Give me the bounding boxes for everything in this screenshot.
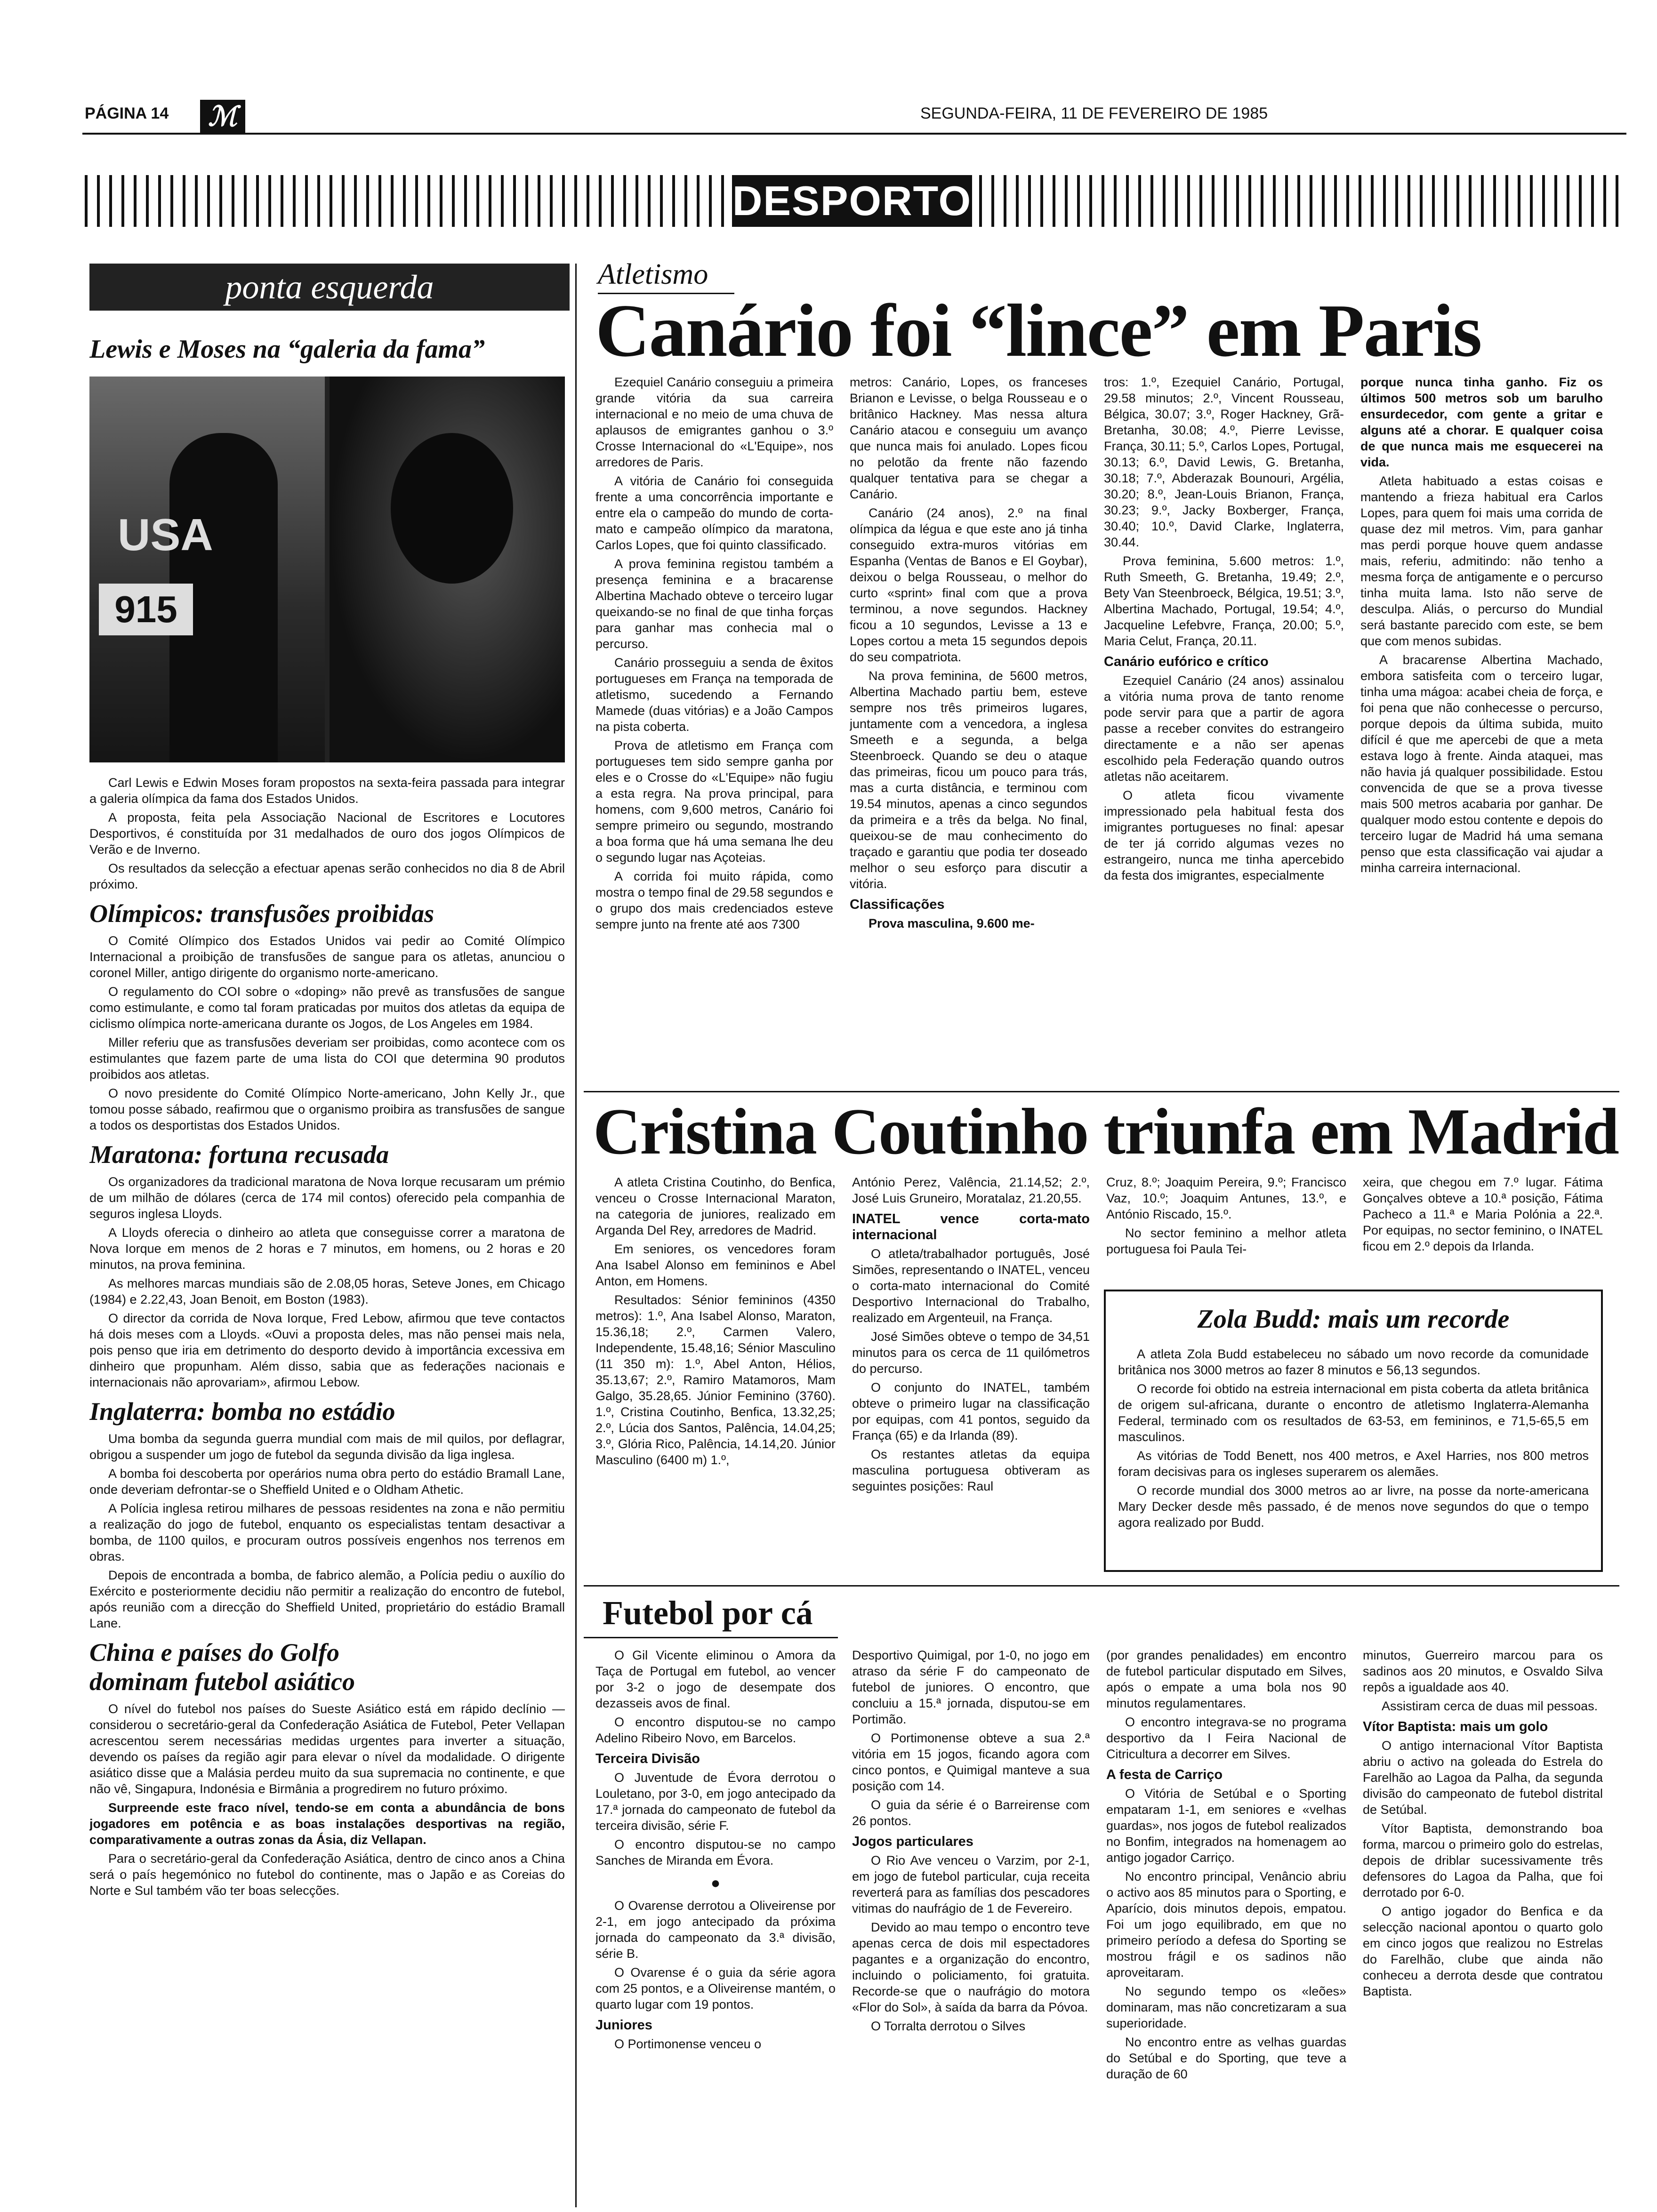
zola-body bbox=[1118, 1346, 1589, 1567]
inatel-sub: INATEL vence corta-mato internacional bbox=[852, 1211, 1090, 1242]
lewis-p1: Carl Lewis e Edwin Moses foram propostos na sexta-feira passada para integrar a galeria olímpica da fama dos Estados Unidos. bbox=[89, 776, 565, 806]
canario-c2-p1: metros: Canário, Lopes, os franceses Brianon e Levisse, o belga Rousseau e o britânico Hackney. Mas nessa altura Canário atacou e conseguiu um avanço que nunca mais foi anulado. Lopes ficou no pelotão da frente não fazendo qualquer tentativa para se chegar a Canário. bbox=[850, 375, 1087, 501]
inatel-p4: Os restantes atletas da equipa masculina portuguesa obtiveram as seguintes posições: Raul bbox=[852, 1447, 1090, 1493]
canario-headline: Canário foi “lince” em Paris bbox=[595, 289, 1481, 372]
cristina-headline: Cristina Coutinho triunfa em Madrid bbox=[593, 1095, 1618, 1168]
cristina-col-2 bbox=[852, 1174, 1090, 1579]
china-headline-2: dominam futebol asiático bbox=[89, 1667, 355, 1696]
maratona-p2: A Lloyds oferecia o dinheiro ao atleta que conseguisse correr a maratona de Nova Iorque em menos de 2 horas e 7 minutos, em homens, ou 2 horas e 20 minutos, na prova feminina. bbox=[89, 1226, 565, 1272]
juniores-sub: Juniores bbox=[595, 2018, 652, 2033]
inatel-p3: O conjunto do INATEL, também obteve o primeiro lugar na classificação por equipas, com 41 pontos, seguido da França (65) e da Irlanda (89). bbox=[852, 1380, 1090, 1443]
futebol-col-4 bbox=[1363, 1647, 1603, 2203]
zola-headline: Zola Budd: mais um recorde bbox=[1197, 1305, 1510, 1334]
futebol-col-3 bbox=[1106, 1647, 1346, 2203]
inglaterra-p3: A Polícia inglesa retirou milhares de pessoas residentes na zona e não permitiu a realização do jogo de futebol, enquanto os especialistas tentam desactivar a bomba, de 1100 quilos, e procuram outros possíveis engenhos nos terrenos em obras. bbox=[89, 1501, 565, 1563]
canario-c2-p2: Canário (24 anos), 2.º na final olímpica da légua e que este ano já tinha conseguido extra-muros vitórias em Espanha (Ventas de Banos e El Goybar), deixou o belga Rousseau, o melhor do curto «sprint» final com que a prova terminou, a nove segundos. Hackney ficou a 10 segundos, Levisse a 13 e Lopes cortou a meta 15 segundos depois do seu compatriota. bbox=[850, 506, 1087, 664]
futebol-col-2 bbox=[852, 1647, 1090, 2203]
inglaterra-p4: Depois de encontrada a bomba, de fabrico alemão, a Polícia pediu o auxílio do Exército e posteriormente decidiu não permitir a realização do encontro de futebol, após reunião com a direcção do Sheffield United, proprietário do estádio Bramall Lane. bbox=[89, 1568, 565, 1630]
lewis-headline: Lewis e Moses na “galeria da fama” bbox=[89, 335, 485, 364]
zola-p1: A atleta Zola Budd estabeleceu no sábado um novo recorde da comunidade britânica nos 3000 metros ao fazer 8 minutos e 56,13 segundos. bbox=[1118, 1347, 1589, 1377]
lewis-photo-usa: USA bbox=[118, 510, 213, 560]
cristina-c1-p2: Em seniores, os vencedores foram Ana Isabel Alonso em femininos e Abel Anton, em Homens. bbox=[595, 1242, 836, 1288]
cristina-col-4 bbox=[1363, 1174, 1603, 1282]
inglaterra-p2: A bomba foi descoberta por operários numa obra perto do estádio Bramall Lane, onde deveriam defrontar-se o Sheffield United e o Oldham Athetic. bbox=[89, 1467, 565, 1497]
futebol-col-1 bbox=[595, 1647, 836, 2203]
maratona-p3: As melhores marcas mundiais são de 2.08,05 horas, Seteve Jones, em Chicago (1984) e 2.22,43, Joan Benoit, em Boston (1983). bbox=[89, 1276, 565, 1306]
futebol-c1c-p2: O Ovarense é o guia da série agora com 25 pontos, e a Oliveirense mantém, o quarto lugar com 19 pontos. bbox=[595, 1965, 836, 2012]
futebol-c2b-p3: O Torralta derrotou o Silves bbox=[871, 2019, 1026, 2033]
canario-c3b-p2: O atleta ficou vivamente impressionado pela habitual festa dos imigrantes portugueses no final: apesar de ter já corrido algumas vezes no estrangeiro, nunca me tinha apercebido da festa dos imigrantes, especialmente bbox=[1104, 788, 1344, 882]
canario-c1-p5: Prova de atletismo em França com portugueses tem sido sempre ganha por eles e o Crosse do «L'Equipe» não fugiu a esta regra. Na prova principal, para homens, com 9,600 metros, Canário foi sempre primeiro ou segundo, mostrando a boa forma que há uma semana lhe deu o segundo lugar nas Açoteias. bbox=[595, 738, 833, 865]
canario-c4-p3: A bracarense Albertina Machado, embora satisfeita com o terceiro lugar, tinha uma mágoa: acabei cheia de força, e foi pena que não conhecesse o percurso, porque depois da última subida, muito difícil é que me apercebi de que a meta estava logo à frente. Ainda ataquei, mas não havia já qualquer possibilidade. Estou convencida de que se a prova tivesse mais 500 metros acabaria por ganhar. De qualquer modo estou contente e depois do terceiro lugar de Madrid há uma semana penso que esta classificação vai ajudar a minha carreira internacional. bbox=[1360, 653, 1603, 875]
china-p2: Surpreende este fraco nível, tendo-se em conta a abundância de bons jogadores em potência e as boas instalações desportivas na região, comparativamente a outras zonas da Ásia, diz Vellapan. bbox=[89, 1801, 565, 1847]
inatel-p2: José Simões obteve o tempo de 34,51 minutos para os cerca de 11 quilómetros do percurso. bbox=[852, 1330, 1090, 1376]
canario-c1-p1: Ezequiel Canário conseguiu a primeira grande vitória da sua carreira internacional e no meio de uma chuva de aplausos de emigrantes ganhou o 3.º Crosse Internacional do «L'Equipe», nos arredores de Paris. bbox=[595, 375, 833, 469]
section-stripes-right bbox=[979, 175, 1619, 227]
canario-c3-p1: tros: 1.º, Ezequiel Canário, Portugal, 29.58 minutos; 2.º, Vincent Rousseau, Bélgica, 30.07; 3.º, Roger Hackney, Grã-Bretanha, 30.08; 4.º, Pierre Levisse, França, 30.11; 5.º, Carlos Lopes, Portugal, 30.13; 6.º, David Lewis, G. Bretanha, 30.18; 7.º, Abderazak Bounouri, Argélia, 30.20; 8.º, Jean-Louis Brianon, França, 30.23; 9.º, Jacky Boxberger, França, 30.40; 10.º, David Clarke, Inglaterra, 30.44. bbox=[1104, 375, 1344, 549]
cristina-col-3 bbox=[1106, 1174, 1346, 1282]
futebol-c1-p2: O encontro disputou-se no campo Adelino Ribeiro Novo, em Barcelos. bbox=[595, 1715, 836, 1745]
futebol-c2-p1: Desportivo Quimigal, por 1-0, no jogo em atraso da série F do campeonato de futebol de juniores. O encontro, que concluiu a 15.ª jornada, disputou-se em Portimão. bbox=[852, 1648, 1090, 1726]
inglaterra-p1: Uma bomba da segunda guerra mundial com mais de mil quilos, por deflagrar, obrigou a suspender um jogo de futebol da segunda divisão da liga inglesa. bbox=[89, 1432, 565, 1462]
futebol-c3-p2: O encontro integrava-se no programa desportivo da I Feira Nacional de Citricultura a decorrer em Silves. bbox=[1106, 1715, 1346, 1761]
cristina-c1-p3: Resultados: Sénior femininos (4350 metros): 1.º, Ana Isabel Alonso, Maraton, 15.36,18; 2.º, Carmen Valero, Independente, 15.48,16; Sénior Masculino (11 350 m): 1.º, Abel Anton, Hélios, 35.13,67; 2.º, Ramiro Matamoros, Mam Galgo, 35.28,65. Júnior Feminino (3760). 1.º, Cristina Coutinho, Benfica, 13.32,25; 2.º, Lúcia dos Santos, Palência, 14.04,25; 3.º, Glória Rico, Palência, 14.14,20. Júnior Masculino (6400 m) 1.º, bbox=[595, 1293, 836, 1467]
lewis-moses-photo bbox=[89, 377, 565, 762]
moses-photo-head bbox=[391, 433, 513, 584]
canario-c2-last: Prova masculina, 9.600 me- bbox=[869, 916, 1035, 930]
bullet-icon: ● bbox=[710, 1874, 721, 1892]
lewis-p2: A proposta, feita pela Associação Nacional de Escritores e Locutores Desportivos, é constituída por 31 medalhados de ouro dos jogos Olímpicos de Verão e de Inverno. bbox=[89, 810, 565, 857]
cristina-top-rule bbox=[584, 1091, 1619, 1092]
futebol-c2b-p1: O Rio Ave venceu o Varzim, por 2-1, em jogo de futebol particular, cuja receita reverterá para as famílias dos pescadores vitimas do naufrágio de 1 de Fevereiro. bbox=[852, 1853, 1090, 1915]
futebol-c3b-p3: No segundo tempo os «leões» dominaram, mas não concretizaram a sua superioridade. bbox=[1106, 1984, 1346, 2030]
maratona-headline: Maratona: fortuna recusada bbox=[89, 1140, 389, 1169]
canario-euforico-sub: Canário eufórico e crítico bbox=[1104, 654, 1269, 669]
section-title: DESPORTO bbox=[732, 175, 972, 227]
cristina-c4-p1: xeira, que chegou em 7.º lugar. Fátima Gonçalves obteve a 10.ª posição, Fátima Pacheco a 11.ª e Maria Polónia a 22.ª. Por equipas, no sector feminino, o INATEL ficou em 2.º depois da Irlanda. bbox=[1363, 1175, 1603, 1253]
page-date: SEGUNDA-FEIRA, 11 DE FEVEREIRO DE 1985 bbox=[920, 104, 1268, 122]
column-title: ponta esquerda bbox=[225, 268, 434, 306]
cristina-c2-p0: António Perez, Valência, 21.14,52; 2.º, José Luis Gruneiro, Moratalaz, 21.20,55. bbox=[852, 1175, 1090, 1205]
canario-c2-p3: Na prova feminina, de 5600 metros, Albertina Machado partiu bem, esteve sempre nos três primeiros lugares, juntamente com a vencedora, a inglesa Smeeth e a segunda, a belga Steenbroeck. Quando se deu o ataque das primeiras, ficou um pouco para trás, mas a curta distância, e terminou com 19.54 minutos, apenas a cinco segundos da primeira e a três da belga. No final, queixou-se de mau conhecimento do traçado e garantiu que podia ter doseado melhor o seu esforço para discutir a vitória. bbox=[850, 669, 1087, 891]
china-p1: O nível do futebol nos países do Sueste Asiático está em rápido declínio — considerou o secretário-geral da Confederação Asiática de Futebol, Peter Vellapan acrescentou serem necessárias medidas urgentes para inverter a situação, devendo os países da região agir para elevar o nível da modalidade. O dirigente asiático disse que a Malásia perdeu muito da sua supremacia no continente, e que não vê, Singapura, Indonésia e Birmânia a progredirem no futuro próximo. bbox=[89, 1702, 565, 1796]
section-stripes-left bbox=[85, 175, 725, 227]
futebol-title-rule bbox=[584, 1637, 838, 1638]
cristina-c3-p2: No sector feminino a melhor atleta portuguesa foi Paula Tei- bbox=[1106, 1226, 1346, 1256]
canario-c3-p2: Prova feminina, 5.600 metros: 1.º, Ruth Smeeth, G. Bretanha, 19.49; 2.º, Bety Van Steenbroeck, Bélgica, 19.51; 3.º, Albertina Machado, Portugal, 19.54; 4.º, Jacqueline Lefebvre, França, 20.00; 5.º, Maria Celut, França, 20.11. bbox=[1104, 554, 1344, 648]
olimpicos-p1: O Comité Olímpico dos Estados Unidos vai pedir ao Comité Olímpico Internacional a proibição de transfusões de sangue para os atletas, anunciou o coronel Miller, antigo dirigente do organismo norte-americano. bbox=[89, 934, 565, 980]
canario-c4-p2: Atleta habituado a estas coisas e mantendo a frieza habitual era Carlos Lopes, para quem foi mais uma corrida de quase dez mil metros. Vim, para ganhar mas perdi porque houve quem andasse mais, referiu, admitindo: não tenho a mesma força de antigamente e o percurso tinha muita lama. Isto não serve de desculpa. Aliás, o percurso do Mundial será bastante parecido com este, se bem que com menos subidas. bbox=[1360, 474, 1603, 648]
futebol-c3b-p4: No encontro entre as velhas guardas do Setúbal e do Sporting, que teve a duração de 60 bbox=[1106, 2035, 1346, 2081]
maratona-p4: O director da corrida de Nova Iorque, Fred Lebow, afirmou que teve contactos há dois meses com a Lloyds. «Ouvi a proposta deles, mas não pensei mais nela, pois penso que iria em detrimento do desporto devido à importância excessiva em dinheiro que propunham. Além disso, sabia que as federações nacionais e internacionais não aprovariam», afirmou Lebow. bbox=[89, 1311, 565, 1389]
futebol-c1d: O Portimonense venceu o bbox=[614, 2037, 762, 2051]
canario-col-3 bbox=[1104, 374, 1344, 1085]
canario-col-2 bbox=[850, 374, 1087, 1085]
olimpicos-p2: O regulamento do COI sobre o «doping» não prevê as transfusões de sangue como estimulante, e como tal foram praticadas por muitos dos atletas da equipa de ciclismo olímpica norte-americana durante os Jogos, de Los Angeles em 1984. bbox=[89, 985, 565, 1031]
maratona-p1: Os organizadores da tradicional maratona de Nova Iorque recusaram um prémio de um milhão de dólares (cerca de 174 mil contos) oferecido pela companhia de seguros inglesa Lloyds. bbox=[89, 1175, 565, 1221]
olimpicos-headline: Olímpicos: transfusões proibidas bbox=[89, 899, 434, 928]
vitor-baptista-sub: Vítor Baptista: mais um golo bbox=[1363, 1719, 1548, 1734]
inglaterra-headline: Inglaterra: bomba no estádio bbox=[89, 1397, 395, 1426]
china-headline-1: China e países do Golfo bbox=[89, 1638, 340, 1667]
olimpicos-p3: Miller referiu que as transfusões deveriam ser proibidas, como acontece com os estimulantes que fazem parte de uma lista do COI que determina 90 produtos proibidos aos atletas. bbox=[89, 1035, 565, 1082]
zola-p4: O recorde mundial dos 3000 metros ao ar livre, na posse da norte-americana Mary Decker desde mês passado, é de menos nove segundos do que o tempo agora realizado por Budd. bbox=[1118, 1483, 1589, 1530]
left-column bbox=[89, 334, 565, 2207]
futebol-c2b-p2: Devido ao mau tempo o encontro teve apenas cerca de dois mil espectadores pagantes e a organização do encontro, incluindo o policiamento, foi gratuita. Recorde-se que o naufrágio do motora «Flor do Sol», à saída da barra da Póvoa. bbox=[852, 1920, 1090, 2014]
canario-c1-p3: A prova feminina registou também a presença feminina e a bracarense Albertina Machado obteve o terceiro lugar queixando-se no final de que tinha forças para ganhar mas conhecia mal o percurso. bbox=[595, 557, 833, 651]
futebol-c4-p1: minutos, Guerreiro marcou para os sadinos aos 20 minutos, e Osvaldo Silva repôs a igualdade aos 40. bbox=[1363, 1648, 1603, 1694]
canario-classificacoes-sub: Classificações bbox=[850, 897, 945, 912]
futebol-c1b-p1: O Juventude de Évora derrotou o Louletano, por 3-0, em jogo antecipado da 17.ª jornada do campeonato de futebol da terceira divisão, série F. bbox=[595, 1771, 836, 1833]
jogos-particulares-sub: Jogos particulares bbox=[852, 1834, 973, 1849]
china-p3: Para o secretário-geral da Confederação Asiática, dentro de cinco anos a China será o país hegemónico no futebol do continente, mas o Japão e as Coreias do Norte e Sul também vão ter boas selecções. bbox=[89, 1851, 565, 1898]
futebol-c3-p1: (por grandes penalidades) em encontro de futebol particular disputado em Silves, após o empate a uma bola nos 90 minutos regulamentares. bbox=[1106, 1648, 1346, 1710]
inatel-p1: O atleta/trabalhador português, José Simões, representando o INATEL, venceu o corta-mato internacional do Comité Desportivo Internacional do Trabalho, realizado em Argenteuil, na França. bbox=[852, 1247, 1090, 1325]
futebol-top-rule bbox=[584, 1585, 1619, 1587]
futebol-c1-p1: O Gil Vicente eliminou o Amora da Taça de Portugal em futebol, ao vencer por 3-2 o jogo de desempate dos dezasseis avos de final. bbox=[595, 1648, 836, 1710]
futebol-c4-p2: Assistiram cerca de duas mil pessoas. bbox=[1382, 1699, 1598, 1713]
lewis-p3: Os resultados da selecção a efectuar apenas serão conhecidos no dia 8 de Abril próximo. bbox=[89, 861, 565, 891]
futebol-c1b-p2: O encontro disputou-se no campo Sanches de Miranda em Évora. bbox=[595, 1837, 836, 1867]
cristina-c1-p1: A atleta Cristina Coutinho, do Benfica, venceu o Crosse Internacional Maraton, na categoria de juniores, realizado em Arganda Del Rey, arredores de Madrid. bbox=[595, 1175, 836, 1237]
canario-c3b-p1: Ezequiel Canário (24 anos) assinalou a vitória numa prova de tanto renome pode servir para que a partir de agora passe a receber convites do estrangeiro directamente e a não ser apenas escolhido pela Federação quando outros atletas não aceitarem. bbox=[1104, 673, 1344, 784]
header-rule bbox=[82, 133, 1626, 135]
futebol-c4b-p1: O antigo internacional Vítor Baptista abriu o activo na goleada do Estrela do Farelhão ao Lagoa da Palha, da segunda divisão do campeonato de futebol distrital de Setúbal. bbox=[1363, 1739, 1603, 1817]
futebol-c3b-p2: No encontro principal, Venâncio abriu o activo aos 85 minutos para o Sporting, e Aparício, dois minutos depois, empatou. Foi um jogo equilibrado, em que no primeiro período a defesa do Sporting se mostrou frágil e os sadinos não aproveitaram. bbox=[1106, 1869, 1346, 1980]
futebol-c1c-p1: O Ovarense derrotou a Oliveirense por 2-1, em jogo antecipado da próxima jornada do campeonato da 3.ª divisão, série B. bbox=[595, 1899, 836, 1961]
futebol-headline: Futebol por cá bbox=[603, 1594, 813, 1632]
futebol-c2-p3: O guia da série é o Barreirense com 26 pontos. bbox=[852, 1798, 1090, 1828]
carrico-sub: A festa de Carriço bbox=[1106, 1767, 1223, 1782]
canario-col-4 bbox=[1360, 374, 1603, 1085]
zola-p2: O recorde foi obtido na estreia internacional em pista coberta da atleta britânica de origem sul-africana, durante o encontro de atletismo Inglaterra-Alemanha Federal, terminado com os resultados de 63-53, em femininos, e 71,5-65,5 em masculinos. bbox=[1118, 1382, 1589, 1444]
futebol-c4b-p3: O antigo jogador do Benfica e da selecção nacional apontou o quarto golo em cinco jogos que realizou no Estrelas do Farelhão, clube que ainda não conheceu a derrota desde que contratou Baptista. bbox=[1363, 1904, 1603, 1998]
terceira-divisao-sub: Terceira Divisão bbox=[595, 1751, 700, 1766]
futebol-c3b-p1: O Vitória de Setúbal e o Sporting empataram 1-1, em seniores e «velhas guardas», nos jogos de futebol realizados no Bonfim, integrados na homenagem ao antigo jogador Carriço. bbox=[1106, 1787, 1346, 1865]
canario-col-1 bbox=[595, 374, 833, 1085]
page-number: PÁGINA 14 bbox=[85, 104, 169, 122]
olimpicos-p4: O novo presidente do Comité Olímpico Norte-americano, John Kelly Jr., que tomou posse sábado, reafirmou que o organismo proibira as transfusões de sangue a todos os desportistas dos Estados Unidos. bbox=[89, 1086, 565, 1132]
futebol-c2-p2: O Portimonense obteve a sua 2.ª vitória em 15 jogos, ficando agora com cinco pontos, e Quimigal manteve a sua posição com 14. bbox=[852, 1731, 1090, 1793]
canario-c4-p1: porque nunca tinha ganho. Fiz os últimos 500 metros sob um barulho ensurdecedor, com gente a gritar e alguns até a chorar. E qualquer coisa de que nunca mais me esquecerei na vida. bbox=[1360, 375, 1603, 469]
left-column-divider bbox=[575, 264, 577, 2207]
canario-c1-p4: Canário prosseguiu a senda de êxitos portugueses em França na temporada de atletismo, sucedendo a Fernando Mamede (duas vitórias) e a João Campos na pista coberta. bbox=[595, 656, 833, 734]
lewis-photo-bib: 915 bbox=[99, 584, 193, 635]
cristina-c3-p1: Cruz, 8.º; Joaquim Pereira, 9.º; Francisco Vaz, 10.º; Joaquim Antunes, 13.º, e António Riscado, 15.º. bbox=[1106, 1175, 1346, 1221]
zola-p3: As vitórias de Todd Benett, nos 400 metros, e Axel Harries, nos 800 metros foram decisivas para os ingleses superarem os alemães. bbox=[1118, 1449, 1589, 1479]
newspaper-logo-icon: ℳ bbox=[200, 100, 245, 134]
canario-c1-p6: A corrida foi muito rápida, como mostra o tempo final de 29.58 segundos e o grupo dos mais credenciados esteve sempre junto na frente até aos 7300 bbox=[595, 869, 833, 931]
canario-c1-p2: A vitória de Canário foi conseguida frente a uma concorrência importante e entre ela o campeão do mundo de corta-mato e campeão olímpico da maratona, Carlos Lopes, que foi quinto classificado. bbox=[595, 474, 833, 552]
cristina-col-1 bbox=[595, 1174, 836, 1579]
futebol-c4b-p2: Vítor Baptista, demonstrando boa forma, marcou o primeiro golo do estrelas, depois de driblar sucessivamente três defensores do Lagoa da Palha, que foi derrotado por 6-0. bbox=[1363, 1821, 1603, 1899]
canario-kicker: Atletismo bbox=[598, 258, 708, 290]
